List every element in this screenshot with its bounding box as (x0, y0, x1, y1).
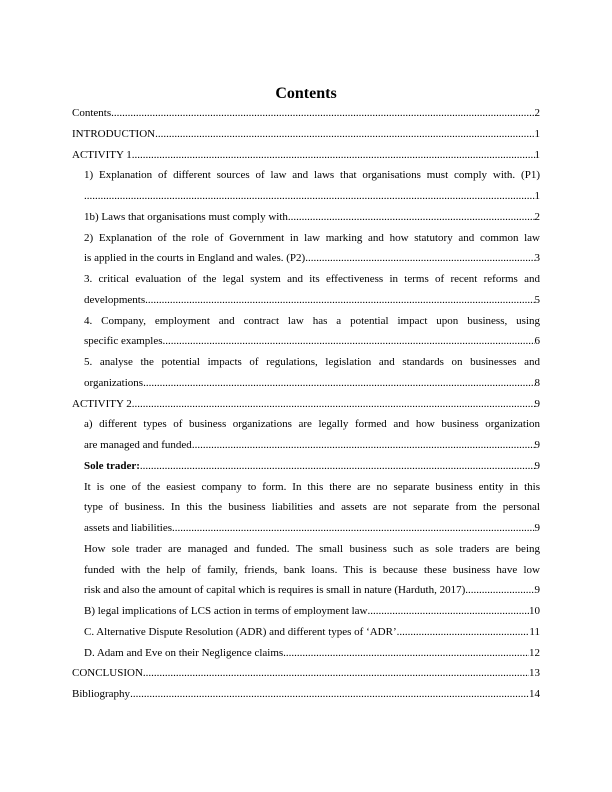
toc-entry-activity-1[interactable]: ACTIVITY 1 ..... 1 (72, 145, 540, 166)
toc-entry-bibliography[interactable]: Bibliography ..... 14 (72, 684, 540, 705)
toc-entry-conclusion[interactable]: CONCLUSION ..... 13 (72, 663, 540, 684)
toc-entry-adr[interactable]: C. Alternative Dispute Resolution (ADR) and different types of ‘ADR’ ..... 11 (72, 622, 540, 643)
toc-entry-negligence-claims[interactable]: D. Adam and Eve on their Negligence claims ..... 12 (72, 643, 540, 664)
toc-entry-sole-trader-formation[interactable]: It is one of the easiest company to form. In this there are no separate business entity in this type of business. In this the business liabilities and assets are not separate from the personal assets and liabilities ..... 9 (72, 477, 540, 539)
toc-entry-business-organizations[interactable]: a) different types of business organizations are legally formed and how business organization are managed and funded ..... 9 (72, 414, 540, 456)
toc-entry-lcs-action[interactable]: B) legal implications of LCS action in terms of employment law ..... 10 (72, 601, 540, 622)
toc-entry-introduction[interactable]: INTRODUCTION ..... 1 (72, 124, 540, 145)
toc-entry-regulations-impact[interactable]: 5. analyse the potential impacts of regulations, legislation and standards on businesses and organizations ..... 8 (72, 352, 540, 394)
toc-entry-role-of-government[interactable]: 2) Explanation of the role of Government in law marking and how statutory and common law is applied in the courts in England and wales. (P2) ..... 3 (72, 228, 540, 270)
toc-entry-sources-of-law[interactable]: 1) Explanation of different sources of law and laws that organisations must comply with. (P1) ..... 1 (72, 165, 540, 207)
table-of-contents (72, 103, 540, 705)
page-title: Contents (275, 85, 337, 102)
toc-entry-laws-comply[interactable]: 1b) Laws that organisations must comply with ..... 2 (72, 207, 540, 228)
toc-entry-sole-trader[interactable]: Sole trader: ..... 9 (72, 456, 540, 477)
toc-entry-legal-system-evaluation[interactable]: 3. critical evaluation of the legal system and its effectiveness in terms of recent reforms and developments ..... 5 (72, 269, 540, 311)
toc-entry-sole-trader-funding[interactable]: How sole trader are managed and funded. The small business such as sole traders are being funded with the help of family, friends, bank loans. This is because these business have low risk and also the amount of capital which is requires is small in nature (Harduth, 2017) ..... 9 (72, 539, 540, 601)
toc-entry-activity-2[interactable]: ACTIVITY 2 ..... 9 (72, 394, 540, 415)
toc-entry-contents[interactable]: Contents ..... 2 (72, 103, 540, 124)
toc-entry-company-employment-contract-law[interactable]: 4. Company, employment and contract law has a potential impact upon business, using specific examples ..... 6 (72, 311, 540, 353)
